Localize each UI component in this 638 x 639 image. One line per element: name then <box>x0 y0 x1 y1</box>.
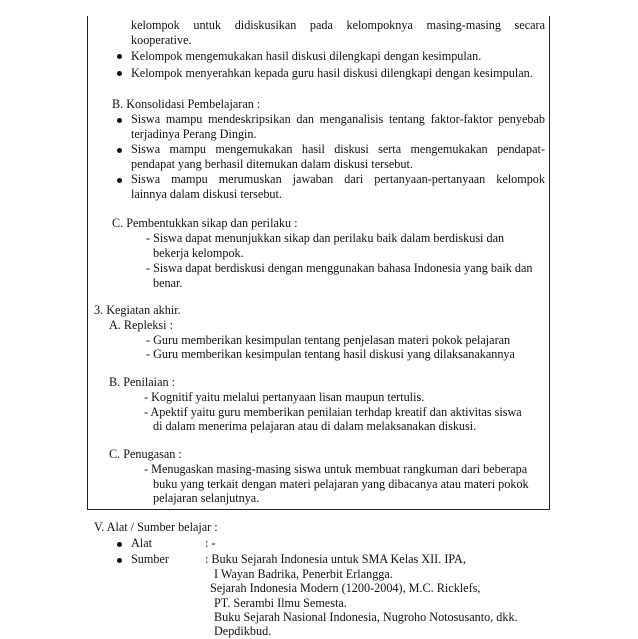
sumber-line-1: : Buku Sejarah Indonesia untuk SMA Kelas XII. IPA, <box>205 552 466 566</box>
penugasan-line-3: pelajaran selanjutnya. <box>153 491 260 505</box>
kegiatan-akhir-heading: 3. Kegiatan akhir. <box>94 303 181 317</box>
konsolidasi-item-3-line-1: Siswa mampu merumuskan jawaban dari pertanyaan-pertanyaan kelompok <box>131 172 545 186</box>
penilaian-item-2-line-2: di dalam menerima pelajaran atau di dalam melaksanakan diskusi. <box>153 419 477 433</box>
penugasan-line-1: - Menugaskan masing-masing siswa untuk membuat rangkuman dari beberapa <box>144 462 528 476</box>
repleksi-heading: A. Repleksi : <box>109 318 173 332</box>
repleksi-item-2: - Guru memberikan kesimpulan tentang hasil diskusi yang dilaksanakannya <box>146 347 515 361</box>
top-bullet-2: Kelompok mengemukakan hasil diskusi dilengkapi dengan kesimpulan. <box>131 49 482 63</box>
penilaian-item-1: - Kognitif yaitu melalui pertanyaan lisan maupun tertulis. <box>144 390 425 404</box>
sumber-line-6: Depdikbud. <box>214 624 272 638</box>
pembentukan-item-1-line-2: bekerja kelompok. <box>153 246 244 260</box>
sumber-line-3: Sejarah Indonesia Modern (1200-2004), M.C. Ricklefs, <box>210 581 481 595</box>
bullet-icon <box>117 178 122 183</box>
pembentukan-heading: C. Pembentukkan sikap dan perilaku : <box>112 216 298 230</box>
alat-sumber-heading: V. Alat / Sumber belajar : <box>94 520 218 534</box>
konsolidasi-item-2-line-1: Siswa mampu mengemukakan hasil diskusi serta mengemukakan pendapat- <box>131 142 545 156</box>
bullet-icon <box>117 118 122 123</box>
sumber-line-2: I Wayan Badrika, Penerbit Erlangga. <box>214 567 393 581</box>
sumber-label: Sumber <box>131 552 169 566</box>
bullet-icon <box>117 71 122 76</box>
sumber-line-4: PT. Serambi Ilmu Semesta. <box>214 596 347 610</box>
alat-label: Alat <box>131 536 152 550</box>
bullet-icon <box>117 54 122 59</box>
sumber-line-5: Buku Sejarah Nasional Indonesia, Nugroho Notosusanto, dkk. <box>214 610 518 624</box>
penugasan-heading: C. Penugasan : <box>109 447 182 461</box>
alat-value: : - <box>205 536 216 550</box>
konsolidasi-item-1-line-1: Siswa mampu mendeskripsikan dan menganalisis tentang faktor-faktor penyebab <box>131 112 545 126</box>
konsolidasi-item-2-line-2: pendapat yang berhasil ditemukan dalam diskusi tersebut. <box>131 157 413 171</box>
bullet-icon <box>117 542 122 547</box>
penilaian-item-2-line-1: - Apektif yaitu guru memberikan penilaian terhdap kreatif dan aktivitas siswa <box>144 405 522 419</box>
konsolidasi-heading: B. Konsolidasi Pembelajaran : <box>112 97 261 111</box>
pembentukan-item-2-line-2: benar. <box>153 276 183 290</box>
konsolidasi-item-1-line-2: terjadinya Perang Dingin. <box>131 127 257 141</box>
bullet-icon <box>117 558 122 563</box>
konsolidasi-item-3-line-2: lainnya dalam diskusi tersebut. <box>131 187 282 201</box>
pembentukan-item-2-line-1: - Siswa dapat berdiskusi dengan menggunakan bahasa Indonesia yang baik dan <box>146 261 533 275</box>
repleksi-item-1: - Guru memberikan kesimpulan tentang penjelasan materi pokok pelajaran <box>146 333 511 347</box>
top-bullet-1-line-2: kooperative. <box>131 33 192 47</box>
penilaian-heading: B. Penilaian : <box>109 375 176 389</box>
penugasan-line-2: buku yang terkait dengan materi pelajaran yang dibacanya atau materi pokok <box>153 477 529 491</box>
pembentukan-item-1-line-1: - Siswa dapat menunjukkan sikap dan perilaku baik dalam berdiskusi dan <box>146 231 505 245</box>
top-bullet-3: Kelompok menyerahkan kepada guru hasil diskusi dilengkapi dengan kesimpulan. <box>131 66 533 80</box>
top-bullet-1-line-1: kelompok untuk didiskusikan pada kelompoknya masing-masing secara <box>131 18 545 32</box>
bullet-icon <box>117 148 122 153</box>
